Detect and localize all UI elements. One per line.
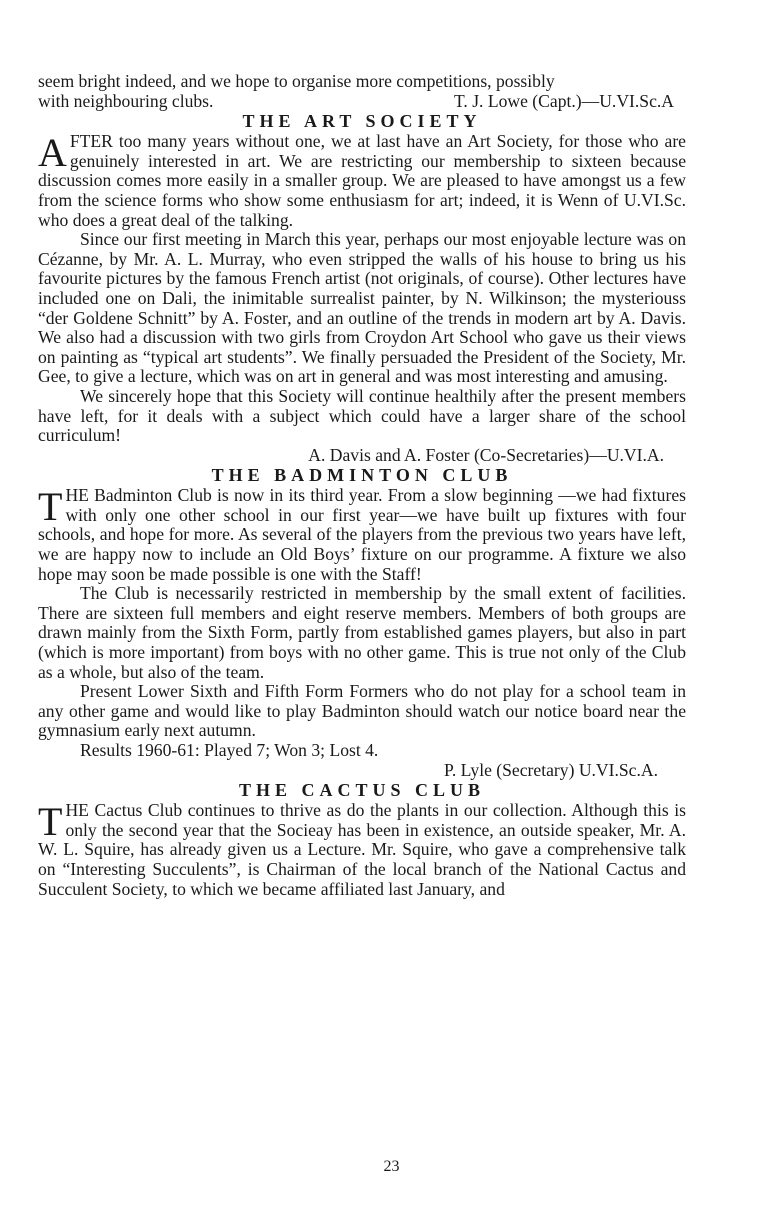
cactus-club-para-1-text: HE Cactus Club continues to thrive as do the plants in our collection. Although this is only the second year that the Socieay has been in existence, an outside speaker, Mr. A. W. L. Squire, has already given us a Lecture. Mr. Squire, who gave a comprehensive talk on “Interesting Succulents”, is Chairman of the local branch of the National Cactus and Succulent Society, to which we became affiliated last January, and [38,800,686,899]
cactus-club-dropcap: T [38,799,63,845]
art-society-signature: A. Davis and A. Foster (Co-Secretaries)—U.VI.A. [308,444,664,465]
badminton-club-para-2: The Club is necessarily restricted in membership by the small extent of facilities. There are sixteen full members and eight reserve members. Members of both groups are drawn mainly from the Sixth Form, partly from established games players, but also in part (which is more important) from boys with no other game. This is true not only of the Club as a whole, but also of the team. [38,583,686,682]
intro-line-end: with neighbouring clubs. [38,90,214,111]
badminton-club-dropcap: T [38,484,63,530]
badminton-club-para-3: Present Lower Sixth and Fifth Form Formers who do not play for a school team in any other game and would like to play Badminton should watch our notice board near the gymnasium early next autumn. [38,681,686,741]
page-number: 23 [383,1158,400,1175]
art-society-para-2: Since our first meeting in March this year, perhaps our most enjoyable lecture was on Cézanne, by Mr. A. L. Murray, who even stripped the walls of his house to bring us his favourite pictures by the famous French artist (not originals, of course). Other lectures have included one on Dali, the inimitable surrealist painter, by N. Wilkinson; the mysteriouss “der Goldene Schnitt” by A. Foster, and an outline of the trends in modern art by A. Davis. We also had a discussion with two girls from Croydon Art School who gave us their views on painting as “typical art students”. We finally persuaded the President of the Society, Mr. Gee, to give a lecture, which was on art in general and was most interesting and amusing. [38,229,686,387]
badminton-club-heading: THE BADMINTON CLUB [211,465,513,486]
page-body [38,72,686,899]
art-society-para-3: We sincerely hope that this Society will continue healthily after the present members have left, for it deals with a subject which could have a larger share of the school curriculum! [38,385,686,446]
art-society-para-1-text: FTER too many years without one, we at last have an Art Society, for those who are genuinely interested in art. We are restricting our membership to sixteen because discussion comes more easily in a smaller group. We are pleased to have amongst us a few from the science forms who show some enthusiasm for art; indeed, it is Wenn of U.VI.Sc. who does a great deal of the talking. [38,131,686,230]
badminton-club-signature: P. Lyle (Secretary) U.VI.Sc.A. [443,759,658,780]
badminton-club-para-1-text: HE Badminton Club is now in its third year. From a slow beginning —we had fixtures with only one other school in our first year—we have built up fixtures with four schools, and hope for more. As several of the players from the previous two years have left, we are happy now to include an Old Boys’ fixture on our programme. A fixture we also hope may soon be made possible is one with the Staff! [38,485,686,584]
intro-signature: T. J. Lowe (Capt.)—U.VI.Sc.A [453,90,674,111]
badminton-club-para-1 [38,486,686,584]
art-society-heading: THE ART SOCIETY [242,111,482,132]
intro-signature-row [38,92,686,112]
cactus-club-para-1 [38,801,686,899]
intro-line: seem bright indeed, and we hope to organise more competitions, possibly [38,71,555,91]
badminton-club-results: Results 1960-61: Played 7; Won 3; Lost 4. [80,740,379,760]
cactus-club-heading: THE CACTUS CLUB [238,780,486,801]
art-society-dropcap: A [38,130,67,176]
art-society-para-1 [38,132,686,230]
